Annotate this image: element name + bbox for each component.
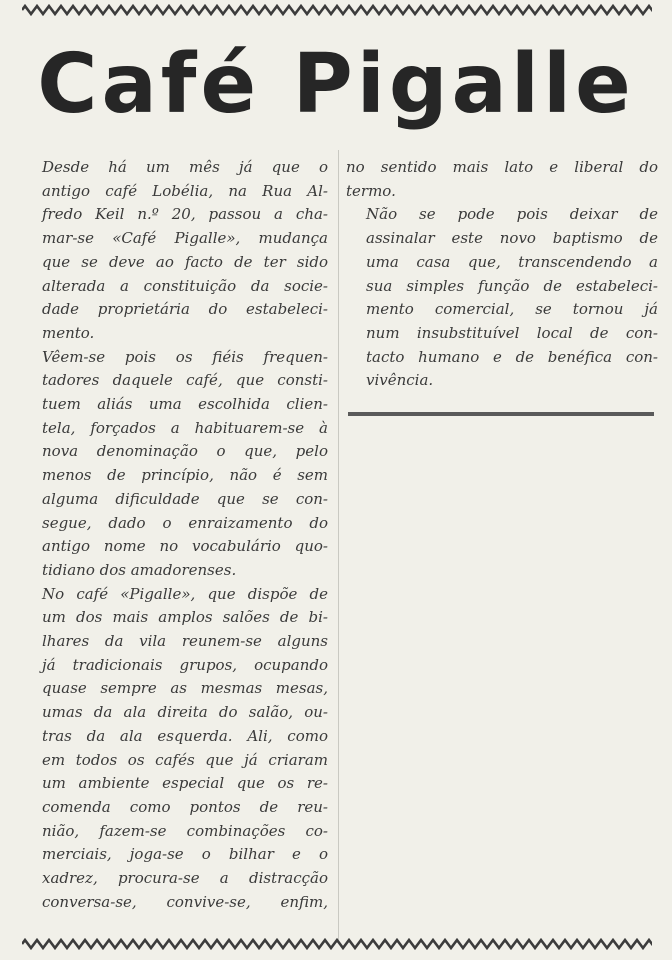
text-line: menos de princípio, não é sem	[42, 466, 328, 485]
text-line: já tradicionais grupos, ocupando	[42, 655, 328, 674]
text-line: mar-se «Café Pigalle», mudança	[42, 229, 328, 248]
text-line: antigo café Lobélia, na Rua Al-	[42, 181, 328, 200]
text-line: Desde há um mês já que o	[42, 158, 328, 176]
text-line: conversa-se, convive-se, enfim,	[42, 892, 328, 911]
paragraph	[346, 156, 658, 203]
text-line: umas da ala direita do salão, ou-	[42, 703, 328, 722]
text-line: Não se pode pois deixar de	[366, 205, 658, 224]
left-column	[22, 156, 328, 915]
text-line: em todos os cafés que já criaram	[42, 750, 328, 769]
text-line: fredo Keil n.º 20, passou a cha-	[42, 205, 328, 224]
text-line: xadrez, procura-se a distracção	[42, 869, 328, 888]
article-headline: Café Pigalle	[37, 37, 635, 132]
text-line: segue, dado o enraizamento do	[42, 513, 328, 532]
column-divider	[338, 150, 339, 940]
text-line: tras da ala esquerda. Ali, como	[42, 726, 328, 745]
text-line: tela, forçados a habituarem-se à	[42, 418, 328, 437]
text-line: sua simples função de estabeleci-	[366, 276, 658, 295]
text-line: num insubstituível local de con-	[366, 323, 658, 342]
text-line: No café «Pigalle», que dispõe de	[42, 584, 328, 603]
top-zigzag-border	[22, 4, 652, 16]
paragraph	[22, 156, 328, 346]
paragraph	[346, 203, 658, 393]
text-line: vivência.	[366, 371, 434, 390]
text-line: mento comercial, se tornou já	[366, 300, 658, 319]
text-line: dade proprietária do estabeleci-	[42, 300, 328, 319]
text-line: tadores daquele café, que consti-	[42, 371, 328, 390]
text-line: comenda como pontos de reu-	[42, 797, 328, 816]
article-end-rule	[348, 412, 654, 416]
text-line: tacto humano e de benéfica con-	[366, 347, 658, 366]
text-line: Vêem-se pois os fiéis frequen-	[42, 347, 328, 366]
text-line: um dos mais amplos salões de bi-	[42, 608, 328, 627]
text-line: termo.	[346, 181, 396, 200]
text-line: no sentido mais lato e liberal do	[346, 158, 658, 176]
text-line: nião, fazem-se combinações co-	[42, 821, 328, 840]
text-line: assinalar este novo baptismo de	[366, 229, 658, 248]
text-line: uma casa que, transcendendo a	[366, 252, 658, 271]
text-line: nova denominação o que, pelo	[42, 442, 328, 461]
text-line: alterada a constituição da socie-	[42, 276, 328, 295]
text-line: merciais, joga-se o bilhar e o	[42, 845, 328, 864]
paragraph	[22, 346, 328, 583]
text-line: antigo nome no vocabulário quo-	[42, 537, 328, 556]
paragraph	[22, 583, 328, 915]
text-line: lhares da vila reunem-se alguns	[42, 632, 328, 651]
bottom-zigzag-border	[22, 938, 652, 950]
text-line: mento.	[42, 323, 95, 342]
text-line: quase sempre as mesmas mesas,	[42, 679, 328, 698]
text-line: um ambiente especial que os re-	[42, 774, 328, 793]
text-line: que se deve ao facto de ter sido	[42, 252, 328, 271]
right-column	[346, 156, 658, 393]
text-line: alguma dificuldade que se con-	[42, 489, 328, 508]
text-line: tidiano dos amadorenses.	[42, 560, 237, 579]
text-line: tuem aliás uma escolhida clien-	[42, 395, 328, 414]
